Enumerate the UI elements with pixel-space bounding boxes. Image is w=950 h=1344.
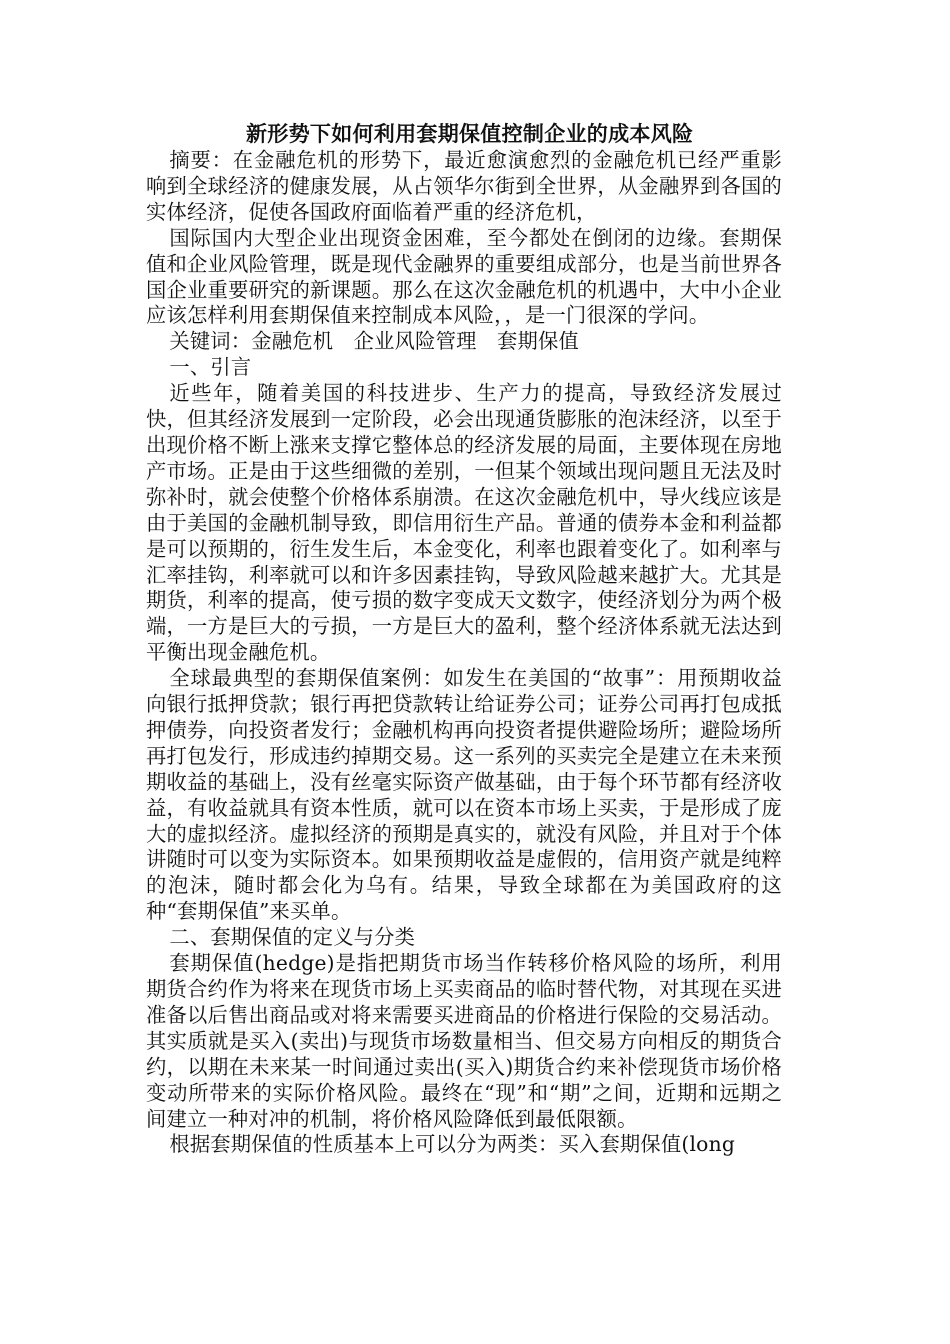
keywords-line: 关键词：金融危机 企业风险管理 套期保值 bbox=[169, 329, 579, 354]
abstract-paragraph: 摘要：在金融危机的形势下，最近愈演愈烈的金融危机已经严重影响到全球经济的健康发展，从占领华尔街到全世界，从金融界到各国的实体经济，促使各国政府面临着严重的经济危机， bbox=[146, 148, 782, 224]
document-body bbox=[146, 148, 782, 1158]
hedge-definition-paragraph: 套期保值(hedge)是指把期货市场当作转移价格风险的场所，利用期货合约作为将来在现货市场上买卖商品的临时替代物，对其现在买进准备以后售出商品或对将来需要买进商品的价格进行保险的交易活动。其实质就是买入(卖出)与现货市场数量相当、但交易方向相反的期货合约，以期在未来某一时间通过卖出(买入)期货合约来补偿现货市场价格变动所带来的实际价格风险。最终在“现”和“期”之间，近期和远期之间建立一种对冲的机制，将价格风险降低到最低限额。 bbox=[146, 951, 782, 1131]
hedge-classification-paragraph: 根据套期保值的性质基本上可以分为两类：买入套期保值(long bbox=[169, 1132, 736, 1157]
document-title: 新形势下如何利用套期保值控制企业的成本风险 bbox=[246, 122, 694, 146]
section-heading-introduction: 一、引言 bbox=[169, 355, 252, 380]
abstract-continuation-paragraph: 国际国内大型企业出现资金困难，至今都处在倒闭的边缘。套期保值和企业风险管理，既是现代金融界的重要组成部分，也是当前世界各国企业重要研究的新课题。那么在这次金融危机的机遇中，大中小企业应该怎样利用套期保值来控制成本风险，，是一门很深的学问。 bbox=[146, 225, 782, 328]
hedging-case-paragraph: 全球最典型的套期保值案例：如发生在美国的“故事”：用预期收益向银行抵押贷款；银行再把贷款转让给证券公司；证券公司再打包成抵押债券，向投资者发行；金融机构再向投资者提供避险场所；避险场所再打包发行，形成违约掉期交易。这一系列的买卖完全是建立在未来预期收益的基础上，没有丝毫实际资产做基础，由于每个环节都有经济收益，有收益就具有资本性质，就可以在资本市场上买卖，于是形成了庞大的虚拟经济。虚拟经济的预期是真实的，就没有风险，并且对于个体讲随时可以变为实际资本。如果预期收益是虚假的，信用资产就是纯粹的泡沫，随时都会化为乌有。结果，导致全球都在为美国政府的这种“套期保值”来买单。 bbox=[146, 666, 782, 924]
introduction-paragraph: 近些年，随着美国的科技进步、生产力的提高，导致经济发展过快，但其经济发展到一定阶段，必会出现通货膨胀的泡沫经济，以至于出现价格不断上涨来支撑它整体总的经济发展的局面，主要体现在房地产市场。正是由于这些细微的差别，一但某个领域出现问题且无法及时弥补时，就会使整个价格体系崩溃。在这次金融危机中，导火线应该是由于美国的金融机制导致，即信用衍生产品。普通的债券本金和利益都是可以预期的，衍生发生后，本金变化，利率也跟着变化了。如利率与汇率挂钩，利率就可以和许多因素挂钩，导致风险越来越扩大。尤其是期货，利率的提高，使亏损的数字变成天文数字，使经济划分为两个极端，一方是巨大的亏损，一方是巨大的盈利，整个经济体系就无法达到平衡出现金融危机。 bbox=[146, 381, 782, 665]
section-heading-definition: 二、套期保值的定义与分类 bbox=[169, 925, 416, 950]
